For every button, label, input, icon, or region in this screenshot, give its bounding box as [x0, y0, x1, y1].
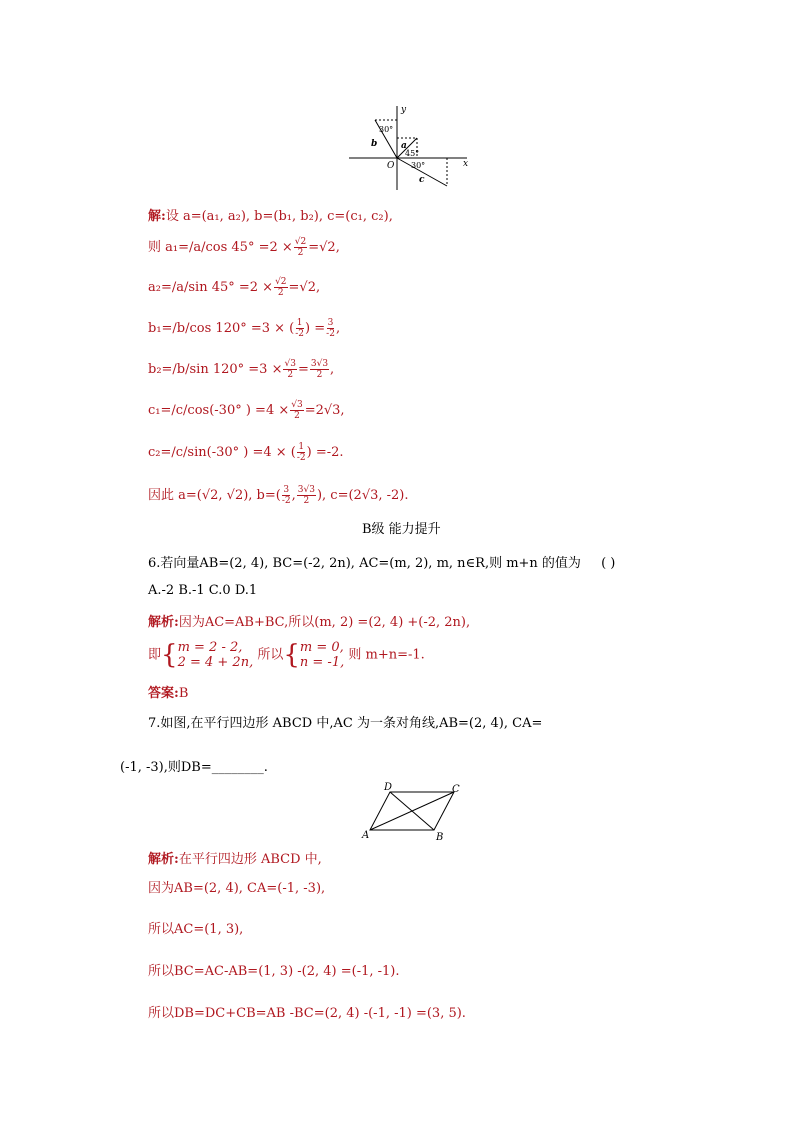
vertex-c: C [452, 784, 460, 795]
solution-line-1: 则 a₁=/a/cos 45° =2 × $\frac{√2}{2}$ =√2, [148, 237, 340, 258]
solution-line-7: 因此 a=(√2, √2), b=( $\frac{3}{-2}$ , $\frac{3√3}{2}$ ), c=(2√3, -2). [148, 485, 409, 506]
angle-a-label: 45° [405, 149, 420, 158]
vec-a-label: a [401, 141, 407, 151]
vector-figure [345, 100, 475, 192]
q6-analysis: 解析:因为AC=AB+BC,所以(m, 2) =(2, 4) +(-2, 2n), [148, 615, 471, 630]
q6-stem: 6.若向量AB=(2, 4), BC=(-2, 2n), AC=(m, 2), m, n∈R,则 m+n 的值为 ( ) [148, 556, 616, 571]
solution-line-3: b₁=/b/cos 120° =3 × ( $\frac{1}{-2}$ ) = $\frac{3}{-2}$ , [148, 318, 341, 339]
q7-analysis-3: 所以AC=(1, 3), [148, 922, 244, 937]
solution-intro: 解:设 a=(a₁, a₂), b=(b₁, b₂), c=(c₁, c₂), [148, 209, 393, 224]
q7-analysis-5: 所以DB=DC+CB=AB -BC=(2, 4) -(-1, -1) =(3, 5). [148, 1006, 466, 1021]
x-axis-label: x [463, 159, 469, 169]
q7-stem-1: 7.如图,在平行四边形 ABCD 中,AC 为一条对角线,AB=(2, 4), CA= [148, 716, 543, 731]
y-axis-label: y [401, 105, 407, 115]
q6-answer: 答案:B [148, 686, 189, 701]
q6-options: A.-2 B.-1 C.0 D.1 [148, 583, 258, 598]
solution-line-2: a₂=/a/sin 45° =2 × $\frac{√2}{2}$ =√2, [148, 277, 321, 298]
solution-line-5: c₁=/c/cos(-30° ) =4 × $\frac{√3}{2}$ =2√3, [148, 400, 345, 421]
q6-system: 即{ m = 2 - 2, 2 = 4 + 2n, 所以{ m = 0, n = -1, 则 m+n=-1. [148, 640, 425, 670]
q6-blank: ( ) [601, 556, 616, 571]
angle-c-label: 30° [411, 161, 426, 170]
vertex-a: A [362, 830, 370, 841]
angle-top-label: 30° [379, 125, 394, 134]
solution-line-4: b₂=/b/sin 120° =3 × $\frac{√3}{2}$ = $\frac{3√3}{2}$ , [148, 359, 335, 380]
solution-label: 解: [148, 209, 166, 224]
parallelogram-figure [358, 780, 468, 846]
q6-answer-label: 答案: [148, 686, 179, 701]
origin-label: O [387, 161, 395, 171]
vec-c-label: c [419, 175, 425, 185]
solution-line-6: c₂=/c/sin(-30° ) =4 × ( $\frac{1}{-2}$ ) =-2. [148, 442, 344, 463]
q7-analysis: 解析:在平行四边形 ABCD 中, [148, 852, 322, 867]
vec-b-label: b [371, 139, 378, 149]
q7-stem-2: (-1, -3),则DB=________. [120, 760, 268, 775]
vertex-b: B [436, 832, 444, 843]
q7-analysis-label: 解析: [148, 852, 179, 867]
q6-analysis-label: 解析: [148, 615, 179, 630]
section-title: B级 能力提升 [362, 522, 441, 537]
vertex-d: D [384, 782, 393, 793]
q7-analysis-4: 所以BC=AC-AB=(1, 3) -(2, 4) =(-1, -1). [148, 964, 400, 979]
q7-analysis-2: 因为AB=(2, 4), CA=(-1, -3), [148, 881, 326, 896]
